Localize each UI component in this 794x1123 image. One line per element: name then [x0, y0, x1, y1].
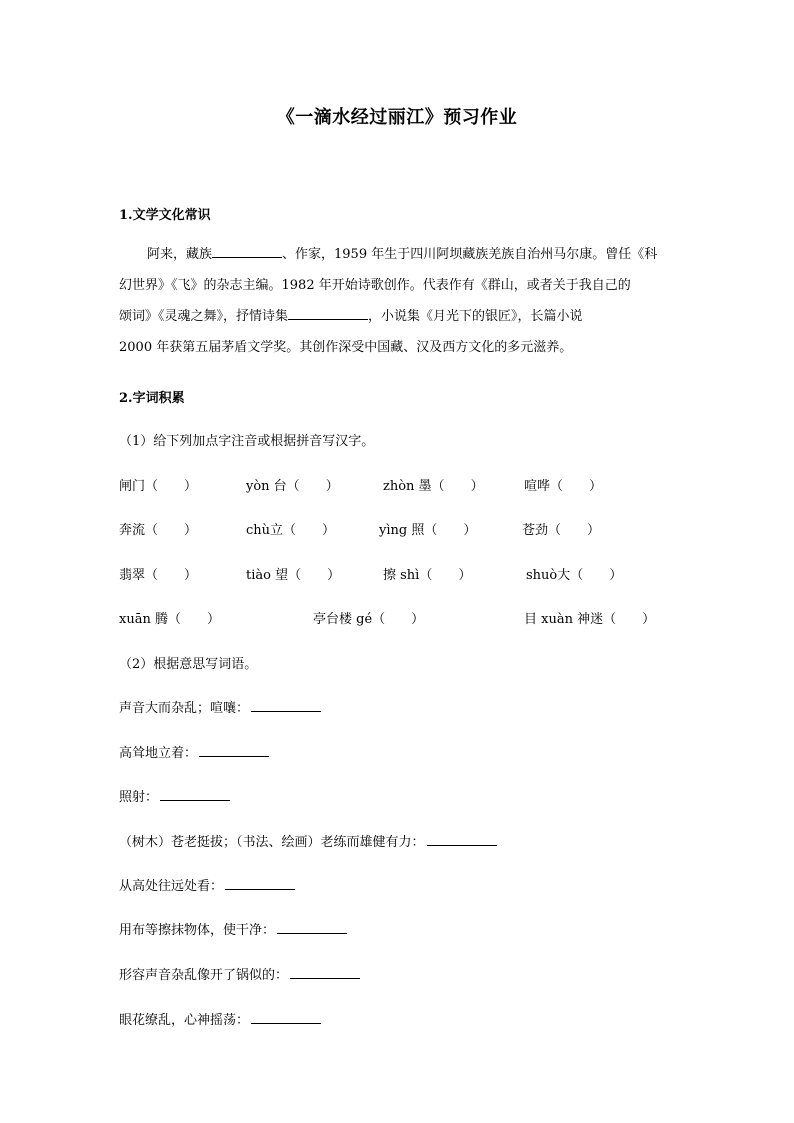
answer-blank[interactable] — [427, 831, 497, 846]
answer-blank[interactable] — [160, 786, 230, 801]
definition-item: （树木）苍老挺拔；（书法、绘画）老练而雄健有力： — [119, 831, 497, 850]
text-segment: ，小说集《月光下的银匠》，长篇小说 — [368, 309, 583, 324]
section-heading-vocabulary: 2.字词积累 — [119, 391, 185, 406]
fill-blank-poetry-collection[interactable] — [288, 305, 368, 320]
question-2-prompt: （2）根据意思写词语。 — [119, 657, 258, 672]
section-heading-literature: 1.文学文化常识 — [119, 208, 211, 223]
pinyin-item[interactable]: chù立（ ） — [246, 523, 336, 538]
definition-item: 照射： — [119, 786, 230, 805]
paragraph-line-2: 幻世界》《飞》的杂志主编。1982 年开始诗歌创作。代表作有《群山，或者关于我自己的 — [119, 278, 631, 293]
pinyin-row-3 — [0, 564, 794, 584]
pinyin-item[interactable]: yòn 台（ ） — [246, 479, 339, 494]
pinyin-item[interactable]: 目 xuàn 神迷（ ） — [524, 612, 656, 627]
literature-paragraph — [119, 239, 679, 363]
answer-blank[interactable] — [251, 1009, 321, 1024]
paragraph-line-3 — [119, 301, 679, 332]
definition-item: 高耸地立着： — [119, 742, 269, 761]
text-segment: 、作家，1959 年生于四川阿坝藏族羌族自治州马尔康。曾任《科 — [282, 247, 658, 262]
pinyin-row-4 — [0, 608, 794, 628]
pinyin-item[interactable]: 擦 shì（ ） — [383, 568, 472, 583]
answer-blank[interactable] — [251, 697, 321, 712]
pinyin-item[interactable]: shuò大（ ） — [526, 568, 623, 583]
answer-blank[interactable] — [225, 875, 295, 890]
pinyin-item[interactable]: xuān 腾（ ） — [119, 612, 220, 627]
pinyin-row-2 — [0, 519, 794, 539]
pinyin-item[interactable]: tiào 望（ ） — [246, 568, 341, 583]
question-1-prompt: （1）给下列加点字注音或根据拼音写汉字。 — [119, 434, 375, 449]
pinyin-item[interactable]: 闸门（ ） — [119, 479, 198, 494]
text-segment: 颂词》《灵魂之舞》，抒情诗集 — [119, 309, 289, 324]
answer-blank[interactable] — [290, 964, 360, 979]
pinyin-item[interactable]: zhòn 墨（ ） — [383, 479, 484, 494]
definition-item: 眼花缭乱，心神摇荡： — [119, 1009, 321, 1028]
pinyin-item[interactable]: 亭台楼 gé（ ） — [313, 612, 425, 627]
pinyin-row-1 — [0, 475, 794, 495]
definition-item: 从高处往远处看： — [119, 875, 295, 894]
paragraph-line-4: 2000 年获第五届茅盾文学奖。其创作深受中国藏、汉及西方文化的多元滋养。 — [119, 340, 573, 355]
fill-blank-ethnicity[interactable] — [212, 243, 282, 258]
pinyin-item[interactable]: 喧哗（ ） — [524, 479, 603, 494]
answer-blank[interactable] — [277, 919, 347, 934]
pinyin-item[interactable]: 翡翠（ ） — [119, 568, 198, 583]
paragraph-line-1 — [119, 239, 679, 270]
page-title: 《一滴水经过丽江》预习作业 — [276, 107, 518, 128]
answer-blank[interactable] — [199, 742, 269, 757]
pinyin-item[interactable]: 苍劲（ ） — [522, 523, 601, 538]
definition-item: 形容声音杂乱像开了锅似的： — [119, 964, 360, 983]
pinyin-item[interactable]: 奔流（ ） — [119, 523, 198, 538]
definition-item: 用布等擦抹物体，使干净： — [119, 919, 347, 938]
text-segment: 阿来，藏族 — [147, 247, 213, 262]
definition-item: 声音大而杂乱；喧嚷： — [119, 697, 321, 716]
pinyin-item[interactable]: yìng 照（ ） — [379, 523, 477, 538]
